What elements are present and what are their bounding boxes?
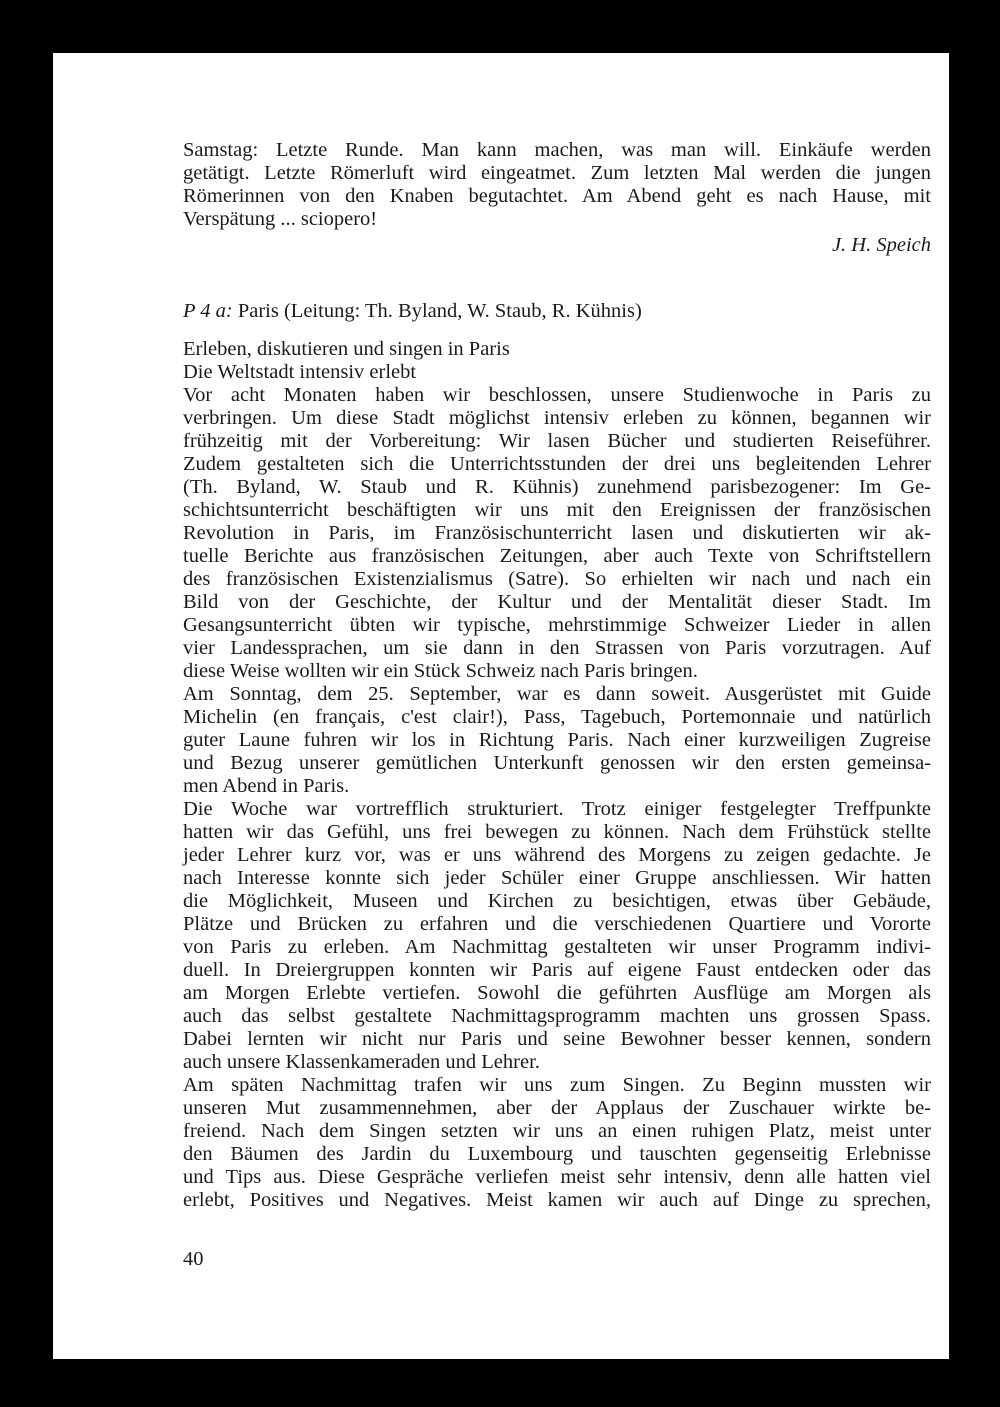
body-line: Am späten Nachmittag trafen wir uns zum Singen. Zu Beginn mussten wir [183, 1074, 931, 1096]
body-line: Plätze und Brücken zu erfahren und die verschiedenen Quartiere und Vororte [183, 913, 931, 935]
body-line: jeder Lehrer kurz vor, was er uns während des Morgens zu zeigen gedachte. Je [183, 844, 931, 866]
section-heading-text: Paris (Leitung: Th. Byland, W. Staub, R. Kühnis) [237, 300, 642, 322]
intro-line: Samstag: Letzte Runde. Man kann machen, was man will. Einkäufe werden [183, 139, 931, 161]
body-line: des französischen Existenzialismus (Satre). So erhielten wir nach und nach ein [183, 568, 931, 590]
body-line: auch das selbst gestaltete Nachmittagsprogramm machten uns grossen Spass. [183, 1005, 931, 1027]
body-line: verbringen. Um diese Stadt möglichst intensiv erleben zu können, begannen wir [183, 407, 931, 429]
body-line: und Tips aus. Diese Gespräche verliefen meist sehr intensiv, denn alle hatten viel [183, 1166, 931, 1188]
body-line: vier Landessprachen, um sie dann in den Strassen von Paris vorzutragen. Auf [183, 637, 931, 659]
body-line: auch unsere Klassenkameraden und Lehrer. [183, 1051, 540, 1073]
section-label: P 4 a: [183, 300, 233, 322]
section-heading [183, 300, 931, 323]
page-number: 40 [183, 1248, 204, 1270]
intro-line: Römerinnen von den Knaben begutachtet. Am Abend geht es nach Hause, mit [183, 185, 931, 207]
body-line: Vor acht Monaten haben wir beschlossen, unsere Studienwoche in Paris zu [183, 384, 931, 406]
body-line: duell. In Dreiergruppen konnten wir Paris auf eigene Faust entdecken oder das [183, 959, 931, 981]
body-line: diese Weise wollten wir ein Stück Schweiz nach Paris bringen. [183, 660, 698, 682]
body-line: hatten wir das Gefühl, uns frei bewegen zu können. Nach dem Frühstück stellte [183, 821, 931, 843]
body-line: freiend. Nach dem Singen setzten wir uns an einen ruhigen Platz, meist unter [183, 1120, 931, 1142]
body-line: Bild von der Geschichte, der Kultur und der Mentalität dieser Stadt. Im [183, 591, 931, 613]
body-line: den Bäumen des Jardin du Luxembourg und tauschten gegenseitig Erlebnisse [183, 1143, 931, 1165]
signature: J. H. Speich [831, 234, 931, 256]
subtitle: Die Weltstadt intensiv erlebt [183, 361, 417, 383]
body-line: nach Interesse konnte sich jeder Schüler einer Gruppe anschliessen. Wir hatten [183, 867, 931, 889]
subtitle: Erleben, diskutieren und singen in Paris [183, 338, 510, 360]
body-line: frühzeitig mit der Vorbereitung: Wir lasen Bücher und studierten Reiseführer. [183, 430, 931, 452]
body-line: und Bezug unserer gemütlichen Unterkunft genossen wir den ersten gemeinsa- [183, 752, 931, 774]
body-line: guter Laune fuhren wir los in Richtung Paris. Nach einer kurzweiligen Zugreise [183, 729, 931, 751]
body-line: (Th. Byland, W. Staub und R. Kühnis) zunehmend parisbezogener: Im Ge- [183, 476, 931, 498]
body-line: unseren Mut zusammennehmen, aber der Applaus der Zuschauer wirkte be- [183, 1097, 931, 1119]
body-line: am Morgen Erlebte vertiefen. Sowohl die geführten Ausflüge am Morgen als [183, 982, 931, 1004]
document-page [53, 53, 949, 1359]
intro-line: getätigt. Letzte Römerluft wird eingeatmet. Zum letzten Mal werden die jungen [183, 162, 931, 184]
body-line: erlebt, Positives und Negatives. Meist kamen wir auch auf Dinge zu sprechen, [183, 1189, 931, 1211]
body-line: Zudem gestalteten sich die Unterrichtsstunden der drei uns begleitenden Lehrer [183, 453, 931, 475]
intro-line: Verspätung ... sciopero! [183, 208, 378, 230]
body-line: tuelle Berichte aus französischen Zeitungen, aber auch Texte von Schriftstellern [183, 545, 931, 567]
body-line: die Möglichkeit, Museen und Kirchen zu besichtigen, etwas über Gebäude, [183, 890, 931, 912]
body-line: Gesangsunterricht übten wir typische, mehrstimmige Schweizer Lieder in allen [183, 614, 931, 636]
body-line: von Paris zu erleben. Am Nachmittag gestalteten wir unser Programm indivi- [183, 936, 931, 958]
body-line: men Abend in Paris. [183, 775, 350, 797]
body-line: Revolution in Paris, im Französischunterricht lasen und diskutierten wir ak- [183, 522, 931, 544]
body-line: Dabei lernten wir nicht nur Paris und seine Bewohner besser kennen, sondern [183, 1028, 931, 1050]
body-line: schichtsunterricht beschäftigten wir uns mit den Ereignissen der französischen [183, 499, 931, 521]
body-line: Am Sonntag, dem 25. September, war es dann soweit. Ausgerüstet mit Guide [183, 683, 931, 705]
body-line: Die Woche war vortrefflich strukturiert. Trotz einiger festgelegter Treffpunkte [183, 798, 931, 820]
body-line: Michelin (en français, c'est clair!), Pass, Tagebuch, Portemonnaie und natürlich [183, 706, 931, 728]
